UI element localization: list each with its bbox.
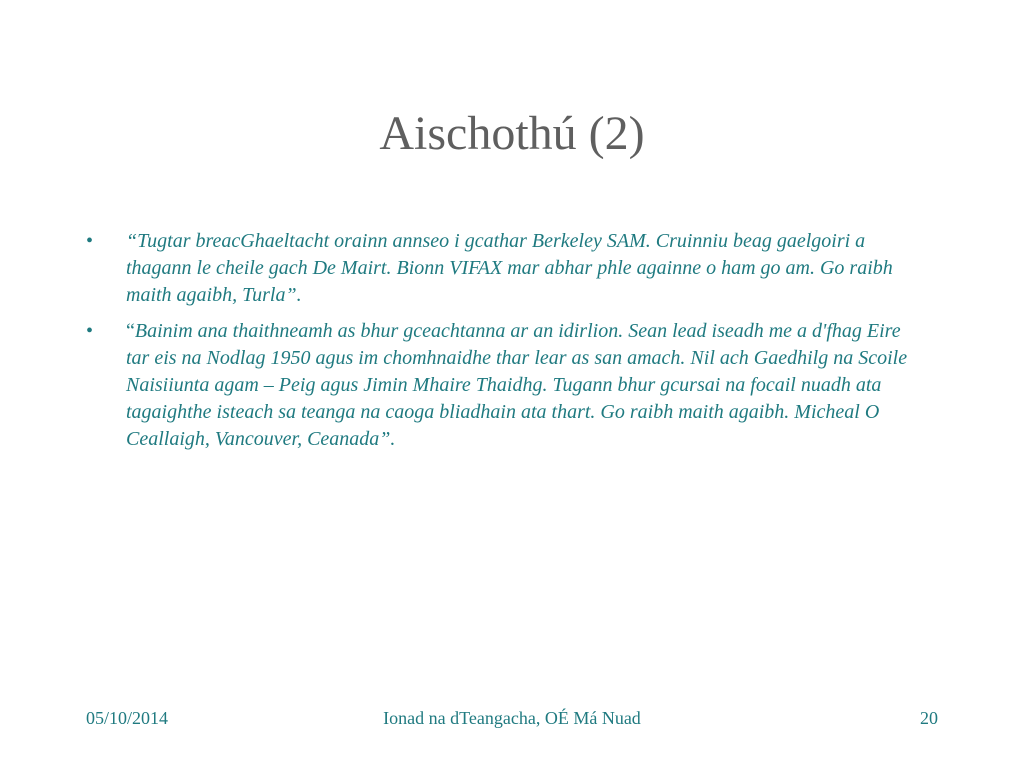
bullet-open-quote: “ xyxy=(126,319,135,342)
slide-title: Aischothú (2) xyxy=(379,107,645,160)
bullet-icon: • xyxy=(86,319,94,342)
footer-institution: Ionad na dTeangacha, OÉ Má Nuad xyxy=(383,708,641,728)
bullet-text: Bainim ana thaithneamh as bhur gceachtanna ar an idirlion. Sean lead iseadh me a d'fhag Eire tar eis na Nodlag 1950 agus im chomhnaidhe thar lear as san amach. Nil ach Gaedhilg na Scoile Naisiiunta agam – Peig agus Jimin Mhaire Thaidhg. Tugann bhur gcursai na focail nuadh ata tagaighthe isteach sa teanga na caoga bliadhain ata thart. Go raibh maith agaibh. Micheal O Ceallaigh, Vancouver, Ceanada”. xyxy=(126,319,908,451)
page-number: 20 xyxy=(920,708,938,728)
bullet-icon: • xyxy=(86,230,94,252)
bullet-item xyxy=(86,318,926,454)
bullet-list xyxy=(86,228,926,462)
bullet-item xyxy=(86,228,926,310)
footer-date: 05/10/2014 xyxy=(86,708,169,728)
bullet-text: “Tugtar breacGhaeltacht orainn annseo i gcathar Berkeley SAM. Cruinniu beag gaelgoiri a thagann le cheile gach De Mairt. Bionn VIFAX mar abhar phle againne o ham go am. Go raibh maith agaibh, Turla”. xyxy=(126,230,893,307)
